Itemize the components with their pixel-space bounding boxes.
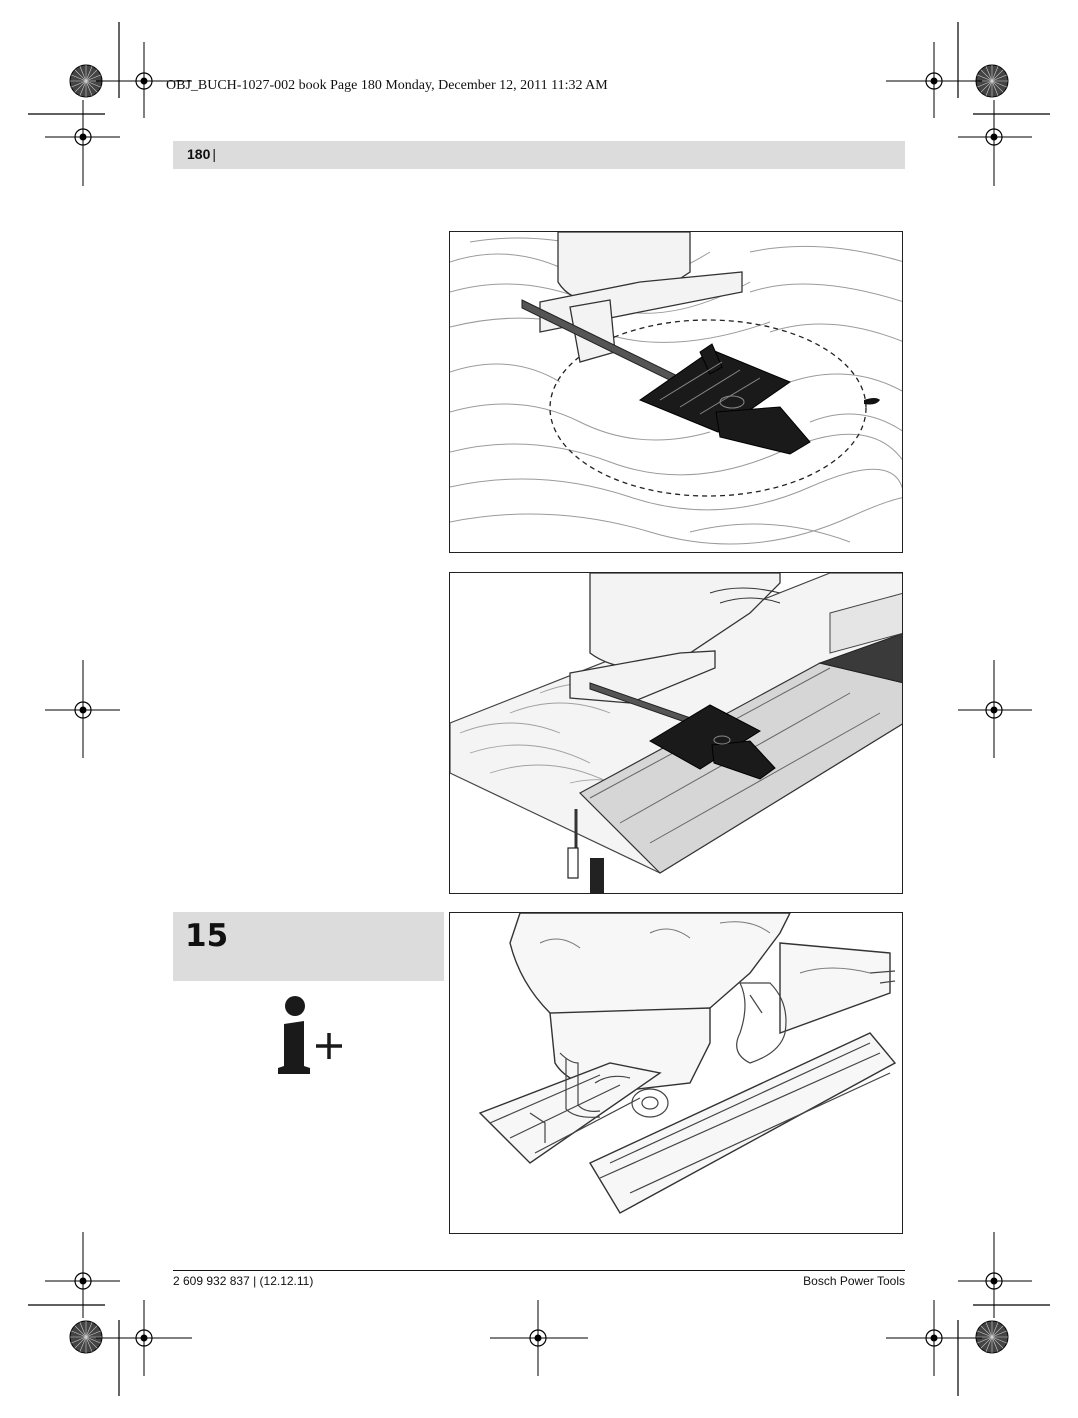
print-slug-line: OBJ_BUCH-1027-002 book Page 180 Monday, December 12, 2011 11:32 AM: [166, 78, 608, 93]
section-number: 15: [185, 918, 229, 954]
jigsaw-guide-rail-adapter-illustration: [450, 573, 903, 894]
page-header-bar: [173, 141, 905, 169]
page-number-value: 180: [187, 146, 211, 162]
footer-brand: Bosch Power Tools: [803, 1274, 905, 1288]
info-glyph: [270, 994, 350, 1078]
footer-rule: [173, 1270, 905, 1271]
footer-document-id: 2 609 932 837 | (12.12.11): [173, 1274, 314, 1288]
page-number-separator: |: [212, 146, 216, 162]
section-header-box: [173, 912, 444, 981]
info-plus-icon: [270, 994, 350, 1083]
jigsaw-base-plate-closeup-illustration: [450, 913, 903, 1234]
jigsaw-base-plate-figure: [449, 912, 903, 1234]
jigsaw-circle-cutter-figure: [449, 231, 903, 553]
jigsaw-guide-rail-figure: [449, 572, 903, 894]
jigsaw-circle-cutting-illustration: [450, 232, 903, 553]
page-number: [187, 146, 216, 162]
